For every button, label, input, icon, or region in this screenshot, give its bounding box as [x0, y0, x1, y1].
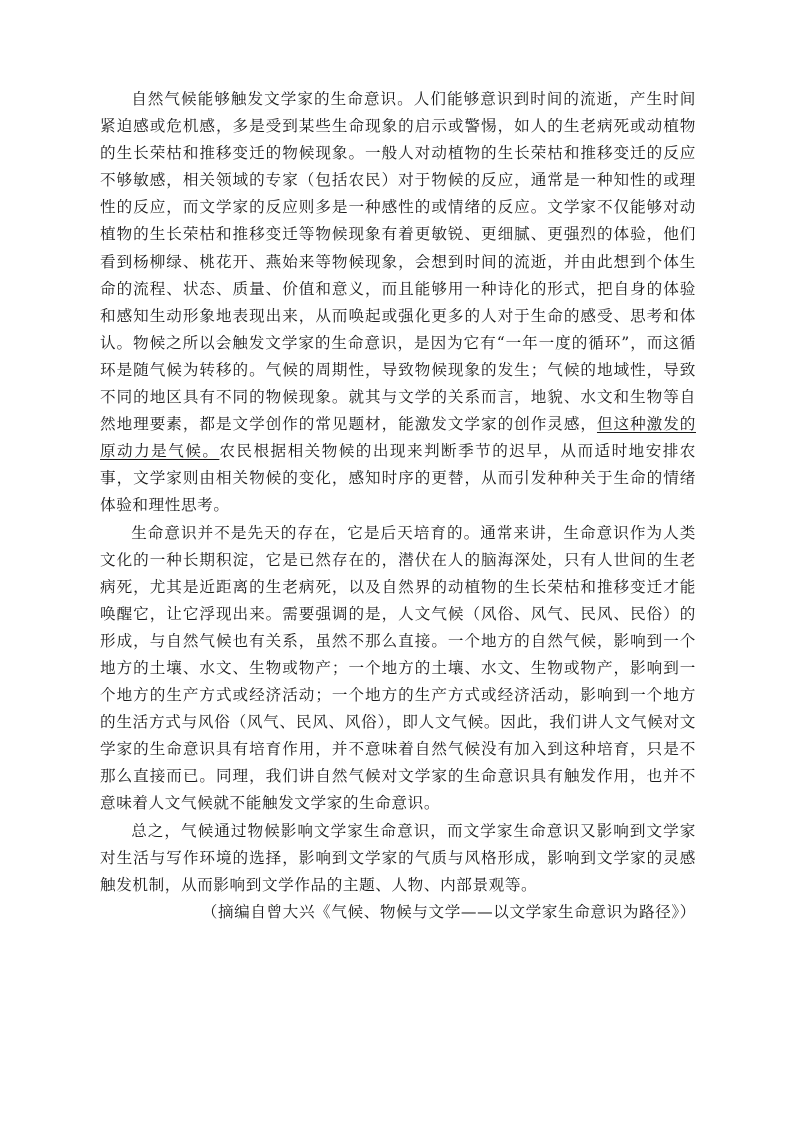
paragraph-1-text-b: 农民根据相关物候的出现来判断季节的迟早，从而适时地安排农事，文学家则由相关物候的变化，感知时序的更替，从而引发种种关于生命的情绪体验和理性思考。: [100, 442, 696, 515]
underlined-sentence: 但这种激发的原动力是气候。: [100, 415, 696, 461]
paragraph-1-text-a: 自然气候能够触发文学家的生命意识。人们能够意识到时间的流逝，产生时间紧迫感或危机感，多是受到某些生命现象的启示或警惕，如人的生老病死或动植物的生长荣枯和推移变迁的物候现象。一般人对动植物的生长荣枯和推移变迁的反应不够敏感，相关领域的专家（包括农民）对于物候的反应，通常是一种知性的或理性的反应，而文学家的反应则多是一种感性的或情绪的反应。文学家不仅能够对动植物的生长荣枯和推移变迁等物候现象有着更敏锐、更细腻、更强烈的体验，他们看到杨柳绿、桃花开、燕始来等物候现象，会想到时间的流逝，并由此想到个体生命的流程、状态、质量、价值和意义，而且能够用一种诗化的形式，把自身的体验和感知生动形象地表现出来，从而唤起或强化更多的人对于生命的感受、思考和体认。物候之所以会触发文学家的生命意识，是因为它有“一年一度的循环”，而这循环是随气候为转移的。气候的周期性，导致物候现象的发生；气候的地域性，导致不同的地区具有不同的物候现象。就其与文学的关系而言，地貌、水文和生物等自然地理要素，都是文学创作的常见题材，能激发文学家的创作灵感，: [100, 90, 696, 434]
paragraph-2: 生命意识并不是先天的存在，它是后天培育的。通常来讲，生命意识作为人类文化的一种长期积淀，它是已然存在的，潜伏在人的脑海深处，只有人世间的生老病死，尤其是近距离的生老病死，以及自然界的动植物的生长荣枯和推移变迁才能唤醒它，让它浮现出来。需要强调的是，人文气候（风俗、风气、民风、民俗）的形成，与自然气候也有关系，虽然不那么直接。一个地方的自然气候，影响到一个地方的土壤、水文、生物或物产；一个地方的土壤、水文、生物或物产，影响到一个地方的生产方式或经济活动；一个地方的生产方式或经济活动，影响到一个地方的生活方式与风俗（风气、民风、风俗），即人文气候。因此，我们讲人文气候对文学家的生命意识具有培育作用，并不意味着自然气候没有加入到这种培育，只是不那么直接而已。同理，我们讲自然气候对文学家的生命意识具有触发作用，也并不意味着人文气候就不能触发文学家的生命意识。: [100, 523, 696, 813]
paragraph-3: 总之，气候通过物候影响文学家生命意识，而文学家生命意识又影响到文学家对生活与写作环境的选择，影响到文学家的气质与风格形成，影响到文学家的灵感触发机制，从而影响到文学作品的主题、人物、内部景观等。: [100, 821, 696, 894]
paragraph-1: [100, 86, 696, 520]
document-page: [100, 86, 696, 926]
source-citation: （摘编自曾大兴《气候、物候与文学——以文学家生命意识为路径》）: [201, 902, 696, 921]
